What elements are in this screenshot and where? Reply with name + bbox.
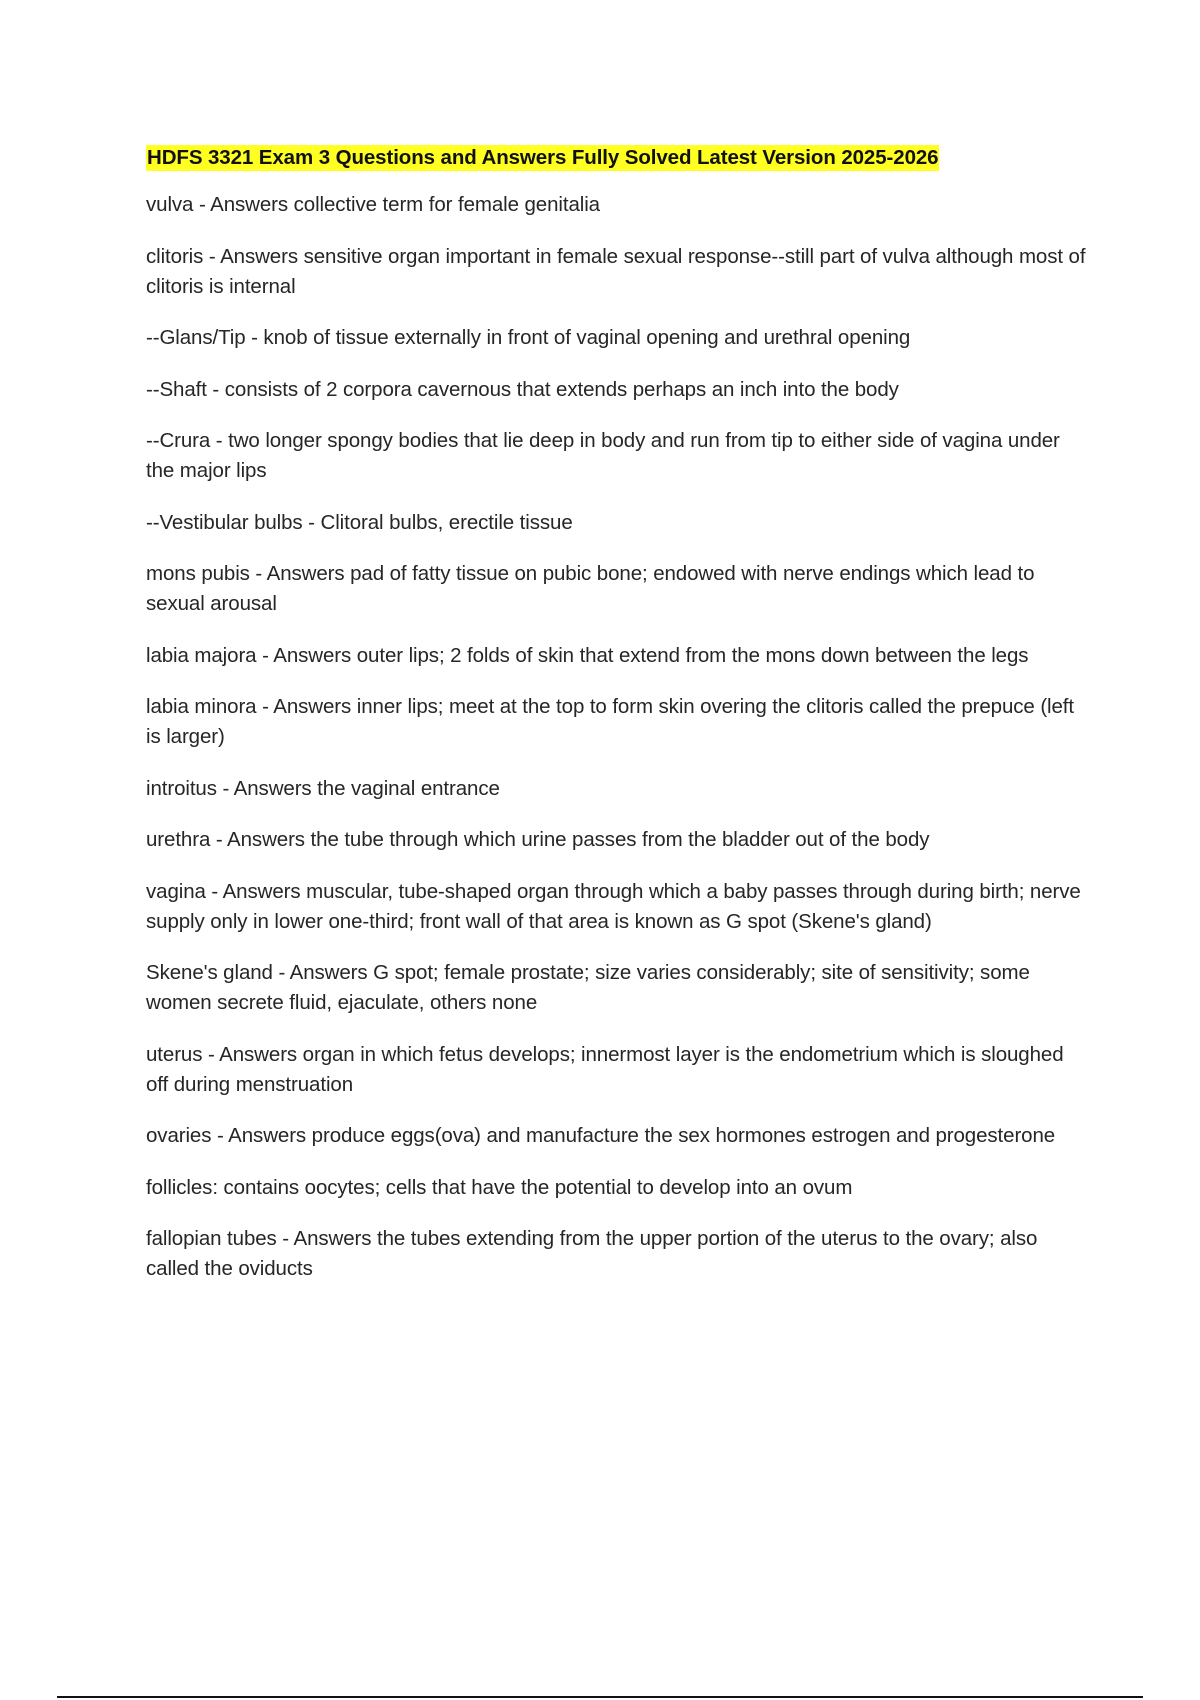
entry-mons-pubis: mons pubis - Answers pad of fatty tissue on pubic bone; endowed with nerve endings which lead to sexual arousal <box>146 562 1035 615</box>
entry-vulva: vulva - Answers collective term for female genitalia <box>146 193 600 216</box>
document-body <box>146 145 1086 1306</box>
entry-vestibular-bulbs: --Vestibular bulbs - Clitoral bulbs, erectile tissue <box>146 510 573 534</box>
entry-vagina: vagina - Answers muscular, tube-shaped organ through which a baby passes through during birth; nerve supply only in lower one-third; front wall of that area is known as G spot (Skene's gland) <box>146 879 1081 933</box>
entry-labia-minora: labia minora - Answers inner lips; meet at the top to form skin overing the clitoris called the prepuce (left is larger) <box>146 695 1074 748</box>
entry-shaft: --Shaft - consists of 2 corpora cavernous that extends perhaps an inch into the body <box>146 377 899 401</box>
entry-list <box>146 190 1086 1284</box>
entry-clitoris: clitoris - Answers sensitive organ important in female sexual response--still part of vulva although most of clitoris is internal <box>146 244 1086 298</box>
entry-crura: --Crura - two longer spongy bodies that lie deep in body and run from tip to either side of vagina under the major lips <box>146 429 1060 482</box>
footer-divider <box>57 1696 1143 1698</box>
entry-uterus: uterus - Answers organ in which fetus develops; innermost layer is the endometrium which is sloughed off during menstruation <box>146 1042 1064 1096</box>
entry-ovaries: ovaries - Answers produce eggs(ova) and manufacture the sex hormones estrogen and progesterone <box>146 1124 1056 1147</box>
entry-skenes-gland: Skene's gland - Answers G spot; female prostate; size varies considerably; site of sensitivity; some women secrete fluid, ejaculate, others none <box>146 961 1030 1014</box>
document-title: HDFS 3321 Exam 3 Questions and Answers Fully Solved Latest Version 2025-2026 <box>147 146 939 169</box>
entry-fallopian-tubes: fallopian tubes - Answers the tubes extending from the upper portion of the uterus to the ovary; also called the oviducts <box>146 1227 1038 1280</box>
entry-glans-tip: --Glans/Tip - knob of tissue externally in front of vaginal opening and urethral opening <box>146 326 911 349</box>
entry-introitus: introitus - Answers the vaginal entrance <box>146 776 500 800</box>
entry-follicles: follicles: contains oocytes; cells that have the potential to develop into an ovum <box>146 1175 853 1199</box>
entry-urethra: urethra - Answers the tube through which urine passes from the bladder out of the body <box>146 828 930 851</box>
entry-labia-majora: labia majora - Answers outer lips; 2 folds of skin that extend from the mons down between the legs <box>146 643 1029 667</box>
